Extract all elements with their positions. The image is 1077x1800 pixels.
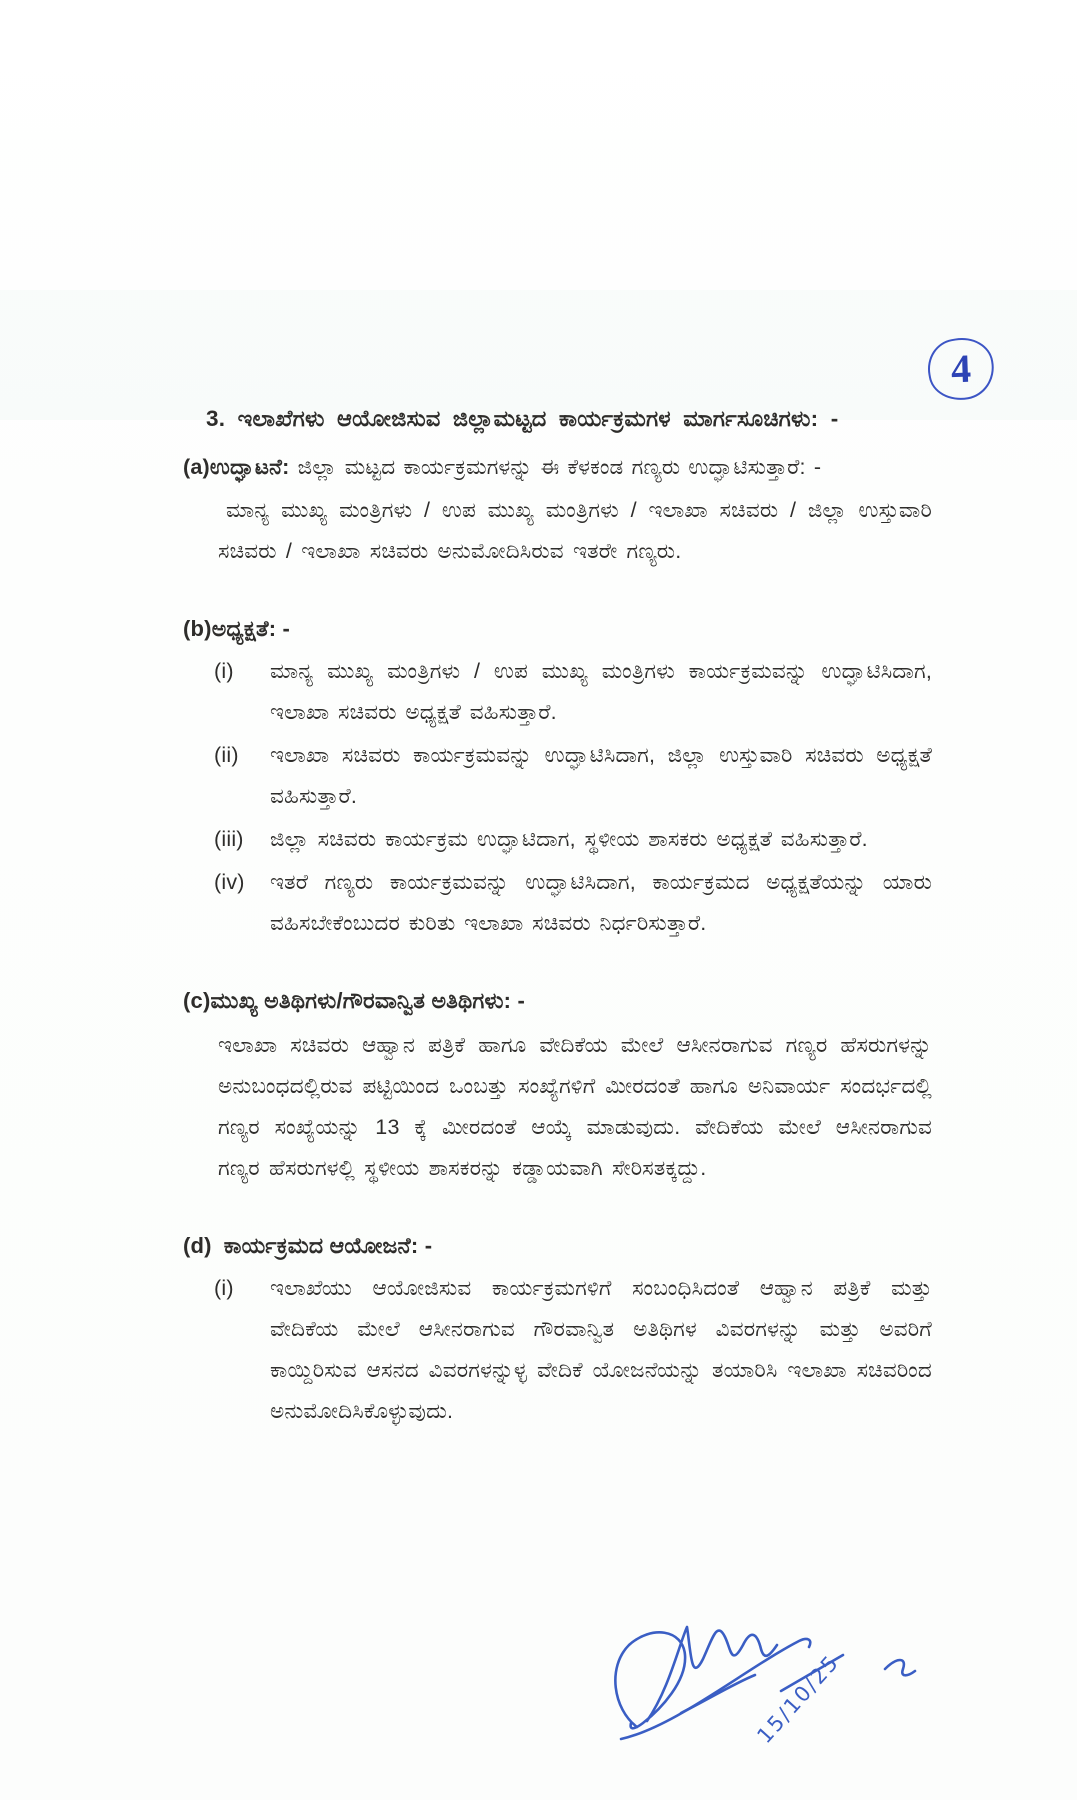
section-b-heading bbox=[150, 608, 932, 649]
section-a-intro bbox=[150, 447, 932, 488]
section-c-body: ಇಲಾಖಾ ಸಚಿವರು ಆಹ್ವಾನ ಪತ್ರಿಕೆ ಹಾಗೂ ವೇದಿಕೆಯ ಮೇಲೆ ಆಸೀನರಾಗುವ ಗಣ್ಯರ ಹೆಸರುಗಳನ್ನು ಅನುಬಂಧದಲ್ಲಿರುವ ಪಟ್ಟಿಯಿಂದ ಒಂಬತ್ತು ಸಂಖ್ಯೆಗಳಿಗೆ ಮೀರದಂತೆ ಹಾಗೂ ಅನಿವಾರ್ಯ ಸಂದರ್ಭದಲ್ಲಿ ಗಣ್ಯರ ಸಂಖ್ಯೆಯನ್ನು 13 ಕ್ಕೆ ಮೀರದಂತೆ ಆಯ್ಕೆ ಮಾಡುವುದು. ವೇದಿಕೆಯ ಮೇಲೆ ಆಸೀನರಾಗುವ ಗಣ್ಯರ ಹೆಸರುಗಳಲ್ಲಿ ಸ್ಥಳೀಯ ಶಾಸಕರನ್ನು ಕಡ್ಡಾಯವಾಗಿ ಸೇರಿಸತಕ್ಕದ್ದು. bbox=[218, 1033, 932, 1180]
section-b-label: (b) bbox=[183, 616, 212, 641]
signature-date: 15/10/25 bbox=[752, 1649, 844, 1749]
handwritten-signature-icon bbox=[585, 1605, 955, 1790]
main-heading: 3. ಇಲಾಖೆಗಳು ಆಯೋಜಿಸುವ ಜಿಲ್ಲಾಮಟ್ಟದ ಕಾರ್ಯಕ್ರಮಗಳ ಮಾರ್ಗಸೂಚಿಗಳು: - bbox=[206, 406, 839, 431]
page-number: 4 bbox=[950, 345, 972, 392]
section-c-heading bbox=[150, 980, 932, 1021]
section-d-title: ಕಾರ್ಯಕ್ರಮದ ಆಯೋಜನೆ: - bbox=[223, 1233, 433, 1258]
list-item-b-ii bbox=[150, 735, 932, 817]
item-text: ಇತರೆ ಗಣ್ಯರು ಕಾರ್ಯಕ್ರಮವನ್ನು ಉದ್ಘಾಟಿಸಿದಾಗ, ಕಾರ್ಯಕ್ರಮದ ಅಧ್ಯಕ್ಷತೆಯನ್ನು ಯಾರು ವಹಿಸಬೇಕೆಂಬುದರ ಕುರಿತು ಇಲಾಖಾ ಸಚಿವರು ನಿರ್ಧರಿಸುತ್ತಾರೆ. bbox=[270, 870, 932, 935]
list-item-d-i bbox=[150, 1268, 932, 1432]
list-item-b-iv bbox=[150, 862, 932, 944]
section-c-label: (c) bbox=[183, 988, 211, 1013]
item-text: ಇಲಾಖಾ ಸಚಿವರು ಕಾರ್ಯಕ್ರಮವನ್ನು ಉದ್ಘಾಟಿಸಿದಾಗ, ಜಿಲ್ಲಾ ಉಸ್ತುವಾರಿ ಸಚಿವರು ಅಧ್ಯಕ್ಷತೆ ವಹಿಸುತ್ತಾರೆ. bbox=[270, 743, 932, 808]
section-a-intro-text: ಜಿಲ್ಲಾ ಮಟ್ಟದ ಕಾರ್ಯಕ್ರಮಗಳನ್ನು ಈ ಕೆಳಕಂಡ ಗಣ್ಯರು ಉದ್ಘಾಟಿಸುತ್ತಾರೆ: - bbox=[297, 455, 822, 479]
item-number: (i) bbox=[214, 1276, 234, 1300]
list-item-b-iii bbox=[150, 819, 932, 860]
list-item-b-i bbox=[150, 651, 932, 733]
section-c-title: ಮುಖ್ಯ ಅತಿಥಿಗಳು/ಗೌರವಾನ್ವಿತ ಅತಿಥಿಗಳು: - bbox=[210, 988, 526, 1013]
document-content bbox=[150, 398, 932, 1432]
section-d-heading bbox=[150, 1225, 932, 1266]
section-a-title: ಉದ್ಘಾಟನೆ: bbox=[209, 455, 290, 479]
page-number-badge bbox=[923, 333, 999, 406]
item-text: ಇಲಾಖೆಯು ಆಯೋಜಿಸುವ ಕಾರ್ಯಕ್ರಮಗಳಿಗೆ ಸಂಬಂಧಿಸಿದಂತೆ ಆಹ್ವಾನ ಪತ್ರಿಕೆ ಮತ್ತು ವೇದಿಕೆಯ ಮೇಲೆ ಆಸೀನರಾಗುವ ಗೌರವಾನ್ವಿತ ಅತಿಥಿಗಳ ವಿವರಗಳನ್ನು ಮತ್ತು ಅವರಿಗೆ ಕಾಯ್ದಿರಿಸುವ ಆಸನದ ವಿವರಗಳನ್ನುಳ್ಳ ವೇದಿಕೆ ಯೋಜನೆಯನ್ನು ತಯಾರಿಸಿ ಇಲಾಖಾ ಸಚಿವರಿಂದ ಅನುಮೋದಿಸಿಕೊಳ್ಳುವುದು. bbox=[270, 1276, 932, 1423]
item-number: (ii) bbox=[214, 743, 239, 767]
item-number: (iii) bbox=[214, 827, 244, 851]
item-text: ಜಿಲ್ಲಾ ಸಚಿವರು ಕಾರ್ಯಕ್ರಮ ಉದ್ಘಾಟಿದಾಗ, ಸ್ಥಳೀಯ ಶಾಸಕರು ಅಧ್ಯಕ್ಷತೆ ವಹಿಸುತ್ತಾರೆ. bbox=[270, 827, 868, 851]
signature-block bbox=[585, 1605, 955, 1790]
section-b-title: ಅಧ್ಯಕ್ಷತೆ: - bbox=[211, 616, 291, 641]
item-number: (i) bbox=[214, 659, 234, 683]
item-number: (iv) bbox=[214, 870, 245, 894]
section-d-label: (d) bbox=[183, 1233, 212, 1258]
item-text: ಮಾನ್ಯ ಮುಖ್ಯ ಮಂತ್ರಿಗಳು / ಉಪ ಮುಖ್ಯ ಮಂತ್ರಿಗಳು ಕಾರ್ಯಕ್ರಮವನ್ನು ಉದ್ಘಾಟಿಸಿದಾಗ, ಇಲಾಖಾ ಸಚಿವರು ಅಧ್ಯಕ್ಷತೆ ವಹಿಸುತ್ತಾರೆ. bbox=[270, 659, 932, 724]
section-a-label: (a) bbox=[183, 455, 210, 479]
section-a-body: ಮಾನ್ಯ ಮುಖ್ಯ ಮಂತ್ರಿಗಳು / ಉಪ ಮುಖ್ಯ ಮಂತ್ರಿಗಳು / ಇಲಾಖಾ ಸಚಿವರು / ಜಿಲ್ಲಾ ಉಸ್ತುವಾರಿ ಸಚಿವರು / ಇಲಾಖಾ ಸಚಿವರು ಅನುಮೋದಿಸಿರುವ ಇತರೇ ಗಣ್ಯರು. bbox=[218, 498, 932, 563]
